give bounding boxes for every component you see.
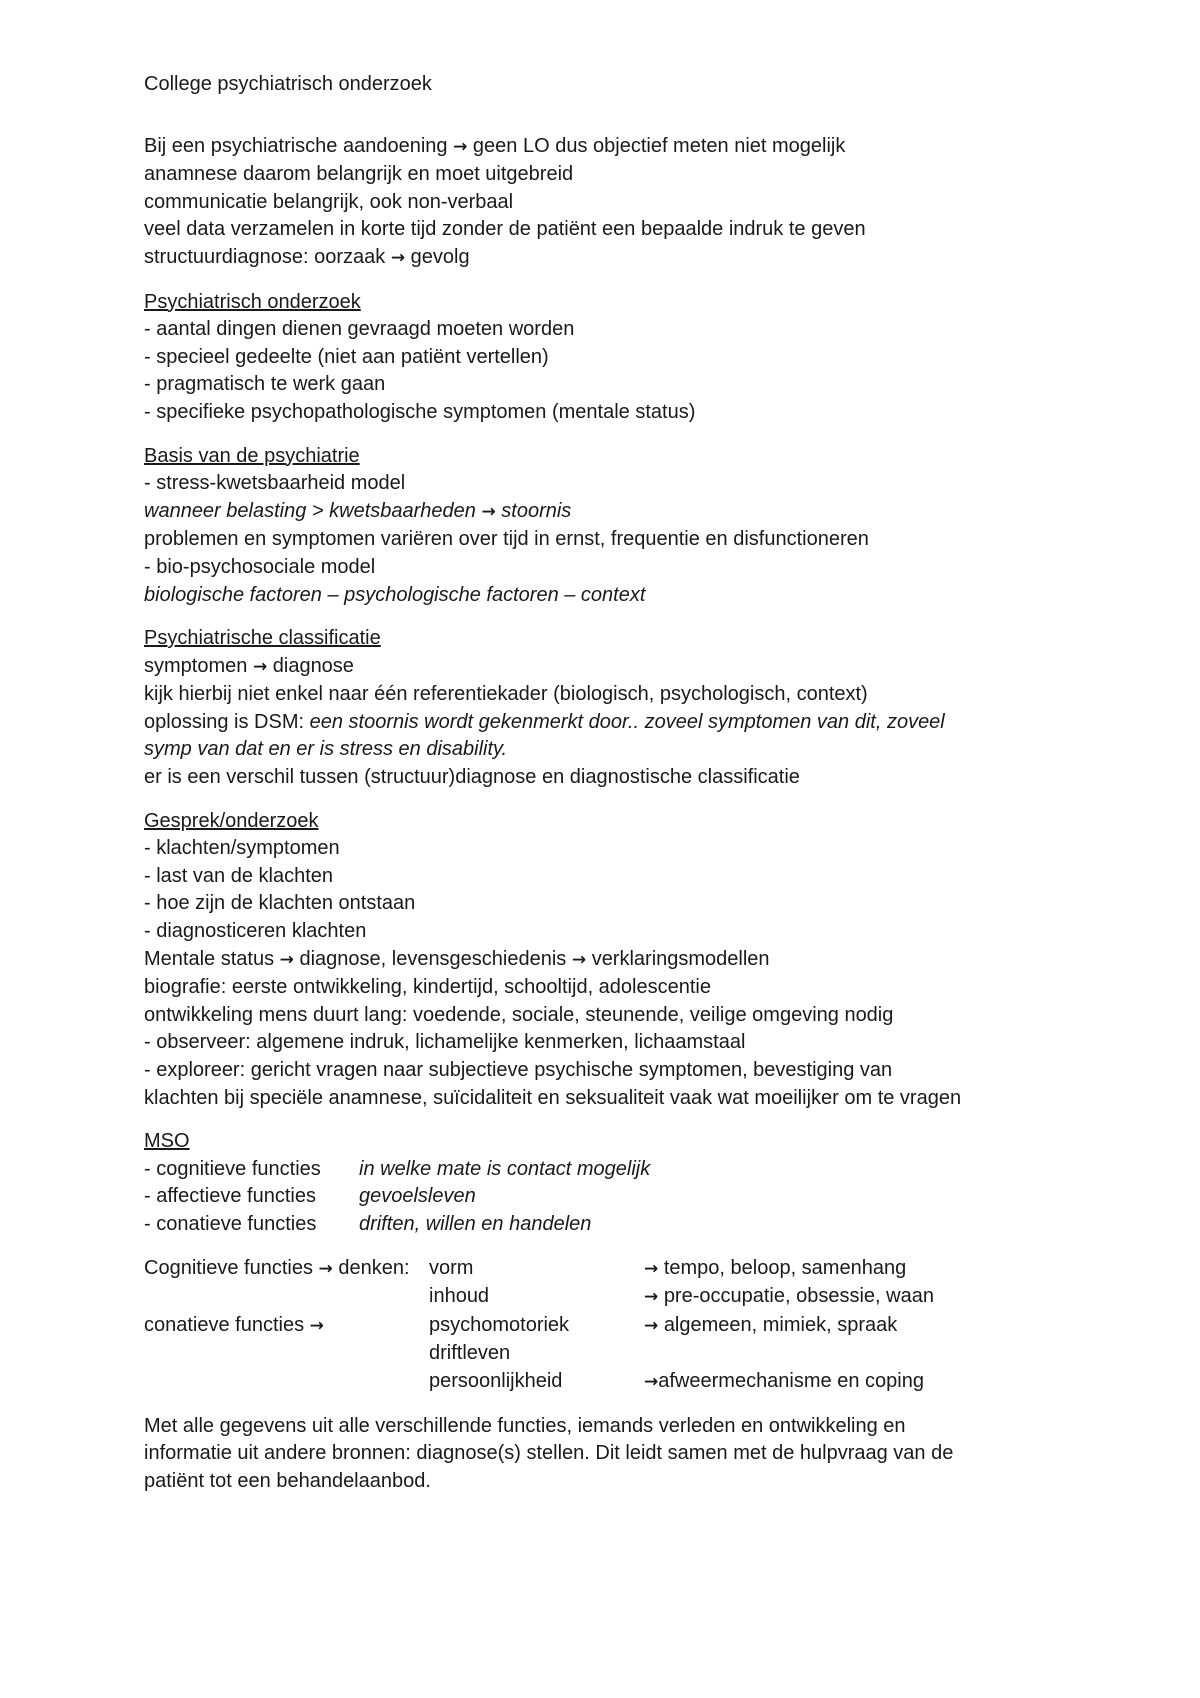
table-cell: driftleven bbox=[429, 1342, 511, 1365]
text: diagnose bbox=[272, 654, 354, 677]
text: symptomen bbox=[144, 654, 248, 677]
table-row bbox=[144, 1183, 650, 1211]
italic-line: biologische factoren – psychologische factoren – context bbox=[144, 583, 646, 606]
table-cell bbox=[644, 1283, 934, 1312]
table-row bbox=[144, 1156, 650, 1184]
intro-text: Bij een psychiatrische aandoening bbox=[144, 134, 448, 157]
intro-line: veel data verzamelen in korte tijd zonder de patiënt een bepaalde indruk te geven bbox=[144, 218, 866, 241]
list-item: - diagnosticeren klachten bbox=[144, 920, 367, 943]
table-row bbox=[144, 1340, 934, 1368]
section-heading: Basis van de psychiatrie bbox=[144, 444, 360, 467]
table-cell bbox=[144, 1368, 429, 1397]
arrow-right-icon: → bbox=[644, 1315, 659, 1336]
page-title: College psychiatrisch onderzoek bbox=[144, 73, 432, 95]
arrow-right-icon: → bbox=[481, 501, 496, 522]
text-line: biografie: eerste ontwikkeling, kindertijd, schooltijd, adolescentie bbox=[144, 976, 711, 999]
table-cell: persoonlijkheid bbox=[429, 1369, 563, 1392]
list-item: - klachten/symptomen bbox=[144, 837, 340, 860]
mso-description: in welke mate is contact mogelijk bbox=[359, 1157, 651, 1180]
list-item: - exploreer: gericht vragen naar subjectieve psychische symptomen, bevestiging van bbox=[144, 1059, 893, 1081]
arrow-right-icon: → bbox=[644, 1371, 659, 1392]
table-cell bbox=[144, 1340, 429, 1368]
section-heading: Gesprek/onderzoek bbox=[144, 809, 319, 832]
text: algemeen, mimiek, spraak bbox=[663, 1313, 898, 1336]
list-item: - specieel gedeelte (niet aan patiënt vertellen) bbox=[144, 345, 549, 368]
text-line: problemen en symptomen variëren over tijd in ernst, frequentie en disfunctioneren bbox=[144, 528, 869, 551]
functies-table bbox=[144, 1255, 934, 1397]
table-row bbox=[144, 1312, 934, 1341]
table-row bbox=[144, 1255, 934, 1284]
intro-line bbox=[144, 244, 1064, 273]
arrow-right-icon: → bbox=[571, 949, 587, 970]
section-basis-psychiatrie bbox=[144, 443, 1064, 610]
text: pre-occupatie, obsessie, waan bbox=[663, 1285, 934, 1308]
list-item: - pragmatisch te werk gaan bbox=[144, 373, 386, 396]
text: afweermechanisme en coping bbox=[658, 1369, 924, 1392]
text: oplossing is DSM: bbox=[144, 710, 305, 733]
section-mso bbox=[144, 1128, 1064, 1238]
text-line: patiënt tot een behandelaanbod. bbox=[144, 1469, 431, 1492]
mso-label: - affectieve functies bbox=[144, 1185, 316, 1208]
arrow-right-icon: → bbox=[390, 247, 406, 268]
list-item: - bio-psychosociale model bbox=[144, 555, 376, 578]
section-heading: Psychiatrisch onderzoek bbox=[144, 290, 361, 313]
text: tempo, beloop, samenhang bbox=[663, 1256, 907, 1279]
list-item: - aantal dingen dienen gevraagd moeten worden bbox=[144, 318, 575, 341]
intro-section bbox=[144, 133, 1064, 273]
italic-text: stoornis bbox=[501, 499, 572, 522]
italic-text: wanneer belasting > kwetsbaarheden bbox=[144, 499, 476, 522]
table-cell bbox=[644, 1340, 934, 1368]
mso-table bbox=[144, 1156, 650, 1239]
list-item: - hoe zijn de klachten ontstaan bbox=[144, 892, 416, 915]
table-cell bbox=[144, 1283, 429, 1312]
table-cell bbox=[644, 1368, 934, 1397]
section-psychiatrische-classificatie bbox=[144, 625, 1064, 792]
section-heading: MSO bbox=[144, 1130, 190, 1153]
text: verklaringsmodellen bbox=[591, 947, 770, 970]
arrow-right-icon: → bbox=[252, 656, 268, 677]
table-row bbox=[144, 1283, 934, 1312]
text: conatieve functies bbox=[144, 1313, 305, 1336]
intro-text: geen LO dus objectief meten niet mogelijk bbox=[472, 134, 846, 157]
table-row bbox=[144, 1368, 934, 1397]
arrow-right-icon: → bbox=[453, 136, 468, 157]
section-conclusie bbox=[144, 1413, 1064, 1496]
text-line bbox=[144, 946, 1064, 975]
text-line: kijk hierbij niet enkel naar één referentiekader (biologisch, psychologisch, context) bbox=[144, 683, 868, 706]
arrow-right-icon: → bbox=[309, 1315, 324, 1336]
text-line bbox=[144, 653, 1064, 682]
table-cell bbox=[144, 1312, 429, 1341]
text: denken: bbox=[338, 1256, 410, 1279]
text-line bbox=[144, 709, 1064, 737]
table-cell: psychomotoriek bbox=[429, 1313, 570, 1336]
table-cell: vorm bbox=[429, 1256, 474, 1279]
table-cell: inhoud bbox=[429, 1285, 490, 1308]
italic-text: een stoornis wordt gekenmerkt door.. zoveel symptomen van dit, zoveel bbox=[309, 710, 945, 733]
mso-description: driften, willen en handelen bbox=[359, 1212, 592, 1235]
section-functies-overzicht bbox=[144, 1255, 1064, 1397]
mso-label: - cognitieve functies bbox=[144, 1157, 321, 1180]
section-gesprek-onderzoek bbox=[144, 808, 1064, 1113]
table-row bbox=[144, 1211, 650, 1239]
text-line: klachten bij speciële anamnese, suïcidaliteit en seksualiteit vaak wat moeilijker om te vragen bbox=[144, 1086, 962, 1109]
intro-text: structuurdiagnose: oorzaak bbox=[144, 245, 386, 268]
text-line: ontwikkeling mens duurt lang: voedende, sociale, steunende, veilige omgeving nodig bbox=[144, 1003, 894, 1026]
section-psychiatrisch-onderzoek bbox=[144, 289, 1064, 427]
text-line: Met alle gegevens uit alle verschillende functies, iemands verleden en ontwikkeling en bbox=[144, 1414, 906, 1437]
text-line: er is een verschil tussen (structuur)diagnose en diagnostische classificatie bbox=[144, 766, 800, 789]
italic-line: symp van dat en er is stress en disability. bbox=[144, 738, 508, 761]
table-cell bbox=[644, 1255, 934, 1284]
section-heading: Psychiatrische classificatie bbox=[144, 627, 381, 650]
mso-label: - conatieve functies bbox=[144, 1212, 317, 1235]
arrow-right-icon: → bbox=[279, 949, 294, 970]
text: Mentale status bbox=[144, 947, 275, 970]
document-page bbox=[144, 71, 1064, 1495]
list-item: - specifieke psychopathologische symptomen (mentale status) bbox=[144, 400, 696, 423]
intro-line: communicatie belangrijk, ook non-verbaal bbox=[144, 190, 514, 213]
table-cell bbox=[644, 1312, 934, 1341]
intro-line: anamnese daarom belangrijk en moet uitgebreid bbox=[144, 163, 574, 186]
intro-line bbox=[144, 133, 1064, 162]
arrow-right-icon: → bbox=[318, 1258, 333, 1279]
arrow-right-icon: → bbox=[644, 1258, 659, 1279]
text: Cognitieve functies bbox=[144, 1256, 313, 1279]
list-item: - last van de klachten bbox=[144, 864, 333, 887]
list-item: - observeer: algemene indruk, lichamelijke kenmerken, lichaamstaal bbox=[144, 1031, 746, 1054]
intro-text: gevolg bbox=[410, 245, 470, 268]
list-item: - stress-kwetsbaarheid model bbox=[144, 472, 406, 495]
mso-description: gevoelsleven bbox=[359, 1185, 476, 1208]
text-line: informatie uit andere bronnen: diagnose(s) stellen. Dit leidt samen met de hulpvraag van de bbox=[144, 1442, 954, 1465]
text: diagnose, levensgeschiedenis bbox=[299, 947, 567, 970]
italic-line bbox=[144, 498, 1064, 527]
table-cell bbox=[144, 1255, 429, 1284]
arrow-right-icon: → bbox=[644, 1287, 659, 1308]
